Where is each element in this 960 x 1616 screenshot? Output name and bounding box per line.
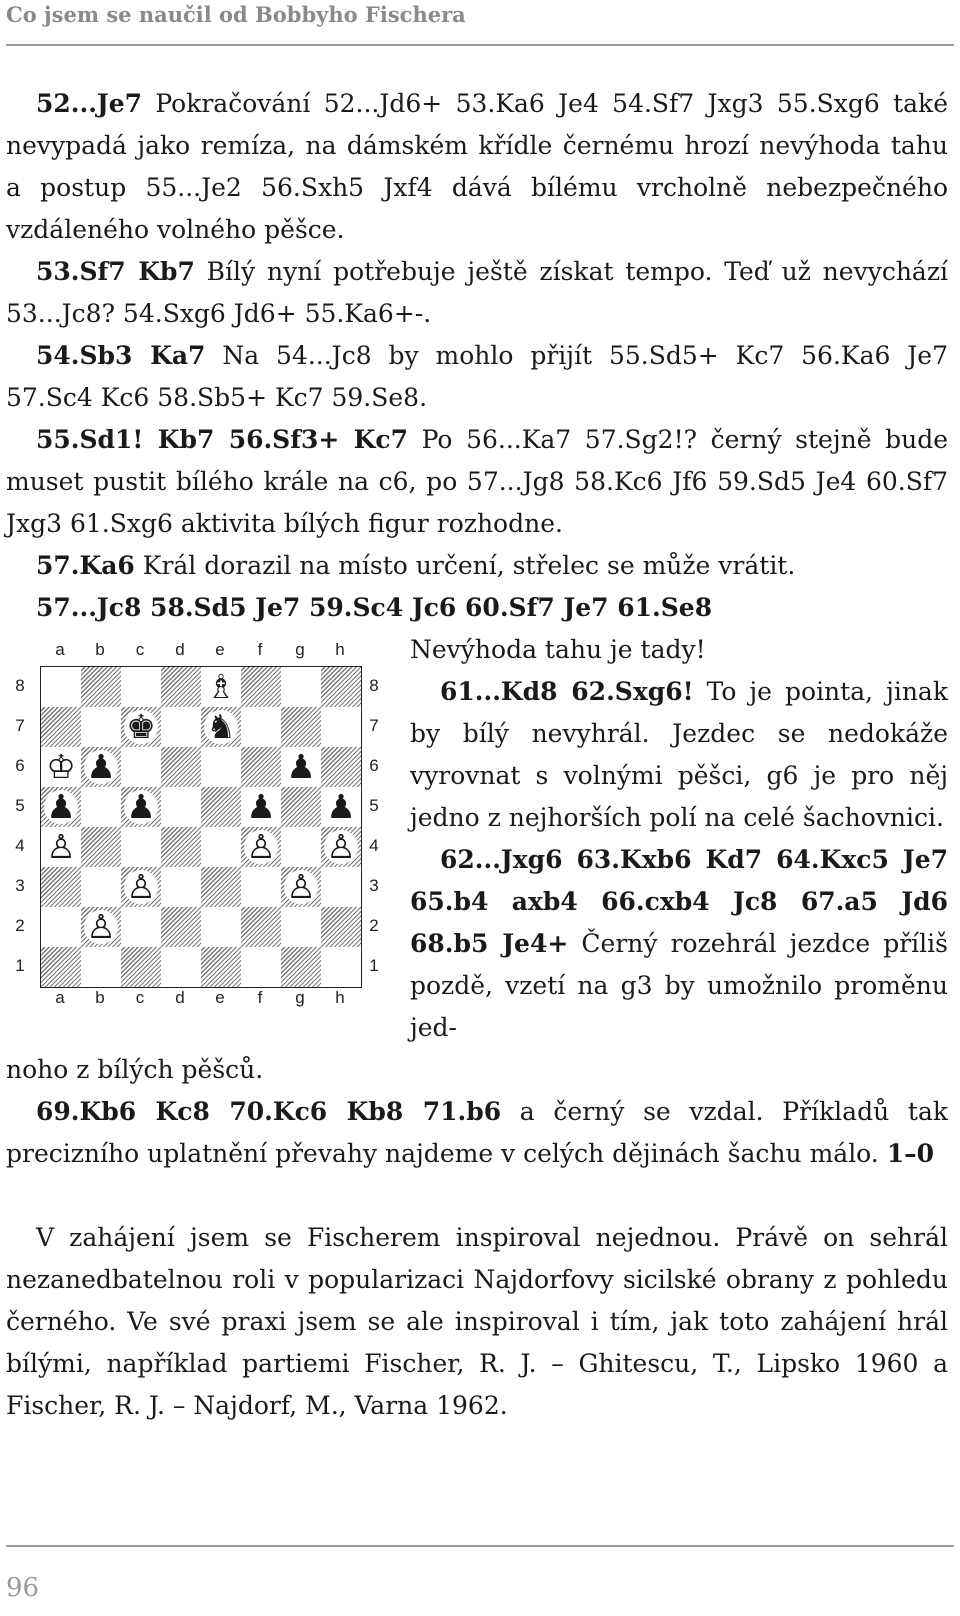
file-label: f bbox=[257, 640, 263, 659]
white-pawn-icon: ♙ bbox=[81, 907, 121, 947]
rank-label: 3 bbox=[15, 876, 25, 895]
rank-label: 3 bbox=[369, 876, 379, 895]
rank-label: 7 bbox=[369, 716, 379, 735]
square-a1 bbox=[41, 947, 81, 987]
paragraph: 54.Sb3 Ka7 Na 54...Jc8 by mohlo přijít 55.Sd5+ Kc7 56.Ka6 Je7 57.Sc4 Kc6 58.Sb5+ Kc7 59.Se8. bbox=[6, 341, 949, 412]
file-label: h bbox=[335, 640, 345, 659]
paragraph: 69.Kb6 Kc8 70.Kc6 Kb8 71.b6 a černý se vzdal. Příkladů tak precizního uplatnění převahy najdeme v celých dějinách šachu málo. 1–0 bbox=[6, 1097, 948, 1168]
black-pawn-icon: ♟ bbox=[121, 787, 161, 827]
square-g5 bbox=[281, 787, 321, 827]
rank-label: 4 bbox=[369, 836, 379, 855]
square-d4 bbox=[161, 827, 201, 867]
file-label: d bbox=[175, 640, 185, 659]
white-pawn-icon: ♙ bbox=[241, 827, 281, 867]
rank-label: 5 bbox=[15, 796, 25, 815]
paragraph bbox=[6, 587, 948, 629]
white-king-icon: ♔ bbox=[41, 747, 81, 787]
file-label: c bbox=[135, 988, 145, 1007]
footer-rule bbox=[6, 1545, 954, 1547]
running-header: Co jsem se naučil od Bobbyho Fischera bbox=[6, 2, 466, 27]
square-d5 bbox=[161, 787, 201, 827]
paragraph: Nevýhoda tahu je tady! bbox=[410, 635, 706, 664]
file-label: b bbox=[95, 640, 105, 659]
square-a3 bbox=[41, 867, 81, 907]
move-notation: 57.Ka6 bbox=[36, 551, 135, 580]
square-a2 bbox=[41, 907, 81, 947]
rank-label: 5 bbox=[369, 796, 379, 815]
square-e3 bbox=[201, 867, 241, 907]
square-h1 bbox=[321, 947, 361, 987]
square-b5 bbox=[81, 787, 121, 827]
move-notation: 57...Jc8 58.Sd5 Je7 59.Sc4 Jc6 60.Sf7 Je7 61.Se8 bbox=[36, 593, 713, 622]
rank-label: 2 bbox=[15, 916, 25, 935]
rank-label: 6 bbox=[15, 756, 25, 775]
paragraph: 61...Kd8 62.Sxg6! To je pointa, jinak by bílý nevyhrál. Jezdec se nedokáže vyrovnat s volnými pěšci, g6 je pro něj jedno z nejhorších polí na celé šachovnici. bbox=[410, 677, 948, 832]
rank-label: 8 bbox=[369, 676, 379, 695]
square-f8 bbox=[241, 667, 281, 707]
paragraph: 52...Je7 Pokračování 52...Jd6+ 53.Ka6 Je4 54.Sf7 Jxg3 55.Sxg6 také nevypadá jako remíza, na dámském křídle černému hrozí nevýhoda tahu a postup 55...Je2 56.Sxh5 Jxf4 dává bílému vrcholně nebezpečného vzdáleného volného pěšce. bbox=[6, 89, 948, 244]
white-pawn-icon: ♙ bbox=[121, 867, 161, 907]
square-a8 bbox=[41, 667, 81, 707]
rank-label: 7 bbox=[15, 716, 25, 735]
paragraph: 57.Ka6 Král dorazil na místo určení, střelec se může vrátit. bbox=[36, 551, 796, 580]
file-label: d bbox=[175, 988, 185, 1007]
square-e5 bbox=[201, 787, 241, 827]
square-e2 bbox=[201, 907, 241, 947]
move-notation: 52...Je7 bbox=[36, 89, 143, 118]
chess-diagram bbox=[6, 630, 392, 1020]
chessboard bbox=[40, 666, 362, 988]
square-h8 bbox=[321, 667, 361, 707]
square-c4 bbox=[121, 827, 161, 867]
square-g7 bbox=[281, 707, 321, 747]
square-b1 bbox=[81, 947, 121, 987]
move-notation: 61...Kd8 62.Sxg6! bbox=[440, 677, 694, 706]
white-pawn-icon: ♙ bbox=[41, 827, 81, 867]
rank-label: 6 bbox=[369, 756, 379, 775]
square-f1 bbox=[241, 947, 281, 987]
paragraph: 55.Sd1! Kb7 56.Sf3+ Kc7 Po 56...Ka7 57.Sg2!? černý stejně bude muset pustit bílého krále na c6, po 57...Jg8 58.Kc6 Jf6 59.Sd5 Je4 60.Sf7 Jxg3 61.Sxg6 aktivita bílých figur rozhodne. bbox=[6, 425, 948, 538]
square-g1 bbox=[281, 947, 321, 987]
file-label: e bbox=[215, 640, 225, 659]
page-number: 96 bbox=[6, 1573, 40, 1603]
square-b8 bbox=[81, 667, 121, 707]
square-b3 bbox=[81, 867, 121, 907]
square-h3 bbox=[321, 867, 361, 907]
square-h2 bbox=[321, 907, 361, 947]
file-label: a bbox=[55, 988, 65, 1007]
square-h6 bbox=[321, 747, 361, 787]
black-pawn-icon: ♟ bbox=[321, 787, 361, 827]
move-notation: 54.Sb3 Ka7 bbox=[36, 341, 206, 370]
square-h7 bbox=[321, 707, 361, 747]
file-label: a bbox=[55, 640, 65, 659]
rank-label: 1 bbox=[15, 956, 25, 975]
rank-label: 2 bbox=[369, 916, 379, 935]
black-pawn-icon: ♟ bbox=[81, 747, 121, 787]
square-c1 bbox=[121, 947, 161, 987]
move-notation: 62...Jxg6 63.Kxb6 Kd7 64.Kxc5 Je7 65.b4 axb4 66.cxb4 Jc8 67.a5 Jd6 68.b5 Je4+ bbox=[410, 845, 948, 958]
square-e6 bbox=[201, 747, 241, 787]
header-rule bbox=[6, 44, 954, 46]
black-pawn-icon: ♟ bbox=[241, 787, 281, 827]
paragraph: 62...Jxg6 63.Kxb6 Kd7 64.Kxc5 Je7 65.b4 axb4 66.cxb4 Jc8 67.a5 Jd6 68.b5 Je4+ Černý rozehrál jezdce příliš pozdě, vzetí na g3 by umožnilo proměnu jed- bbox=[410, 845, 948, 1042]
black-knight-icon: ♞ bbox=[201, 707, 241, 747]
square-b4 bbox=[81, 827, 121, 867]
square-b7 bbox=[81, 707, 121, 747]
white-pawn-icon: ♙ bbox=[321, 827, 361, 867]
paragraph: 53.Sf7 Kb7 Bílý nyní potřebuje ještě získat tempo. Teď už nevychází 53...Jc8? 54.Sxg6 Jd6+ 55.Ka6+-. bbox=[6, 257, 948, 328]
file-label: b bbox=[95, 988, 105, 1007]
square-a7 bbox=[41, 707, 81, 747]
move-notation: 53.Sf7 Kb7 bbox=[36, 257, 195, 286]
paragraph: V zahájení jsem se Fischerem inspiroval nejednou. Právě on sehrál nezanedbatelnou roli v popularizaci Najdorfovy sicilské obrany z pohledu černého. Ve své praxi jsem se ale inspiroval i tím, jak toto zahájení hrál bílými, například partiemi Fischer, R. J. – Ghitescu, T., Lipsko 1960 a Fischer, R. J. – Najdorf, M., Varna 1962. bbox=[6, 1223, 948, 1420]
square-c2 bbox=[121, 907, 161, 947]
square-f3 bbox=[241, 867, 281, 907]
black-king-icon: ♚ bbox=[121, 707, 161, 747]
file-label: c bbox=[135, 640, 145, 659]
square-d7 bbox=[161, 707, 201, 747]
rank-label: 4 bbox=[15, 836, 25, 855]
square-f2 bbox=[241, 907, 281, 947]
move-notation: 69.Kb6 Kc8 70.Kc6 Kb8 71.b6 bbox=[36, 1097, 502, 1126]
file-label: g bbox=[295, 988, 305, 1007]
white-bishop-icon: ♗ bbox=[201, 667, 241, 707]
square-d2 bbox=[161, 907, 201, 947]
move-notation: 55.Sd1! Kb7 56.Sf3+ Kc7 bbox=[36, 425, 409, 454]
square-e1 bbox=[201, 947, 241, 987]
square-d6 bbox=[161, 747, 201, 787]
square-g2 bbox=[281, 907, 321, 947]
result: 1–0 bbox=[886, 1139, 934, 1168]
square-d8 bbox=[161, 667, 201, 707]
square-d3 bbox=[161, 867, 201, 907]
black-pawn-icon: ♟ bbox=[41, 787, 81, 827]
file-label: h bbox=[335, 988, 345, 1007]
square-c6 bbox=[121, 747, 161, 787]
black-pawn-icon: ♟ bbox=[281, 747, 321, 787]
file-label: g bbox=[295, 640, 305, 659]
square-e4 bbox=[201, 827, 241, 867]
square-g4 bbox=[281, 827, 321, 867]
paragraph: noho z bílých pěšců. bbox=[6, 1055, 264, 1084]
rank-label: 1 bbox=[369, 956, 379, 975]
square-g8 bbox=[281, 667, 321, 707]
file-label: e bbox=[215, 988, 225, 1007]
file-label: f bbox=[257, 988, 263, 1007]
square-f6 bbox=[241, 747, 281, 787]
square-f7 bbox=[241, 707, 281, 747]
white-pawn-icon: ♙ bbox=[281, 867, 321, 907]
square-d1 bbox=[161, 947, 201, 987]
square-c8 bbox=[121, 667, 161, 707]
rank-label: 8 bbox=[15, 676, 25, 695]
